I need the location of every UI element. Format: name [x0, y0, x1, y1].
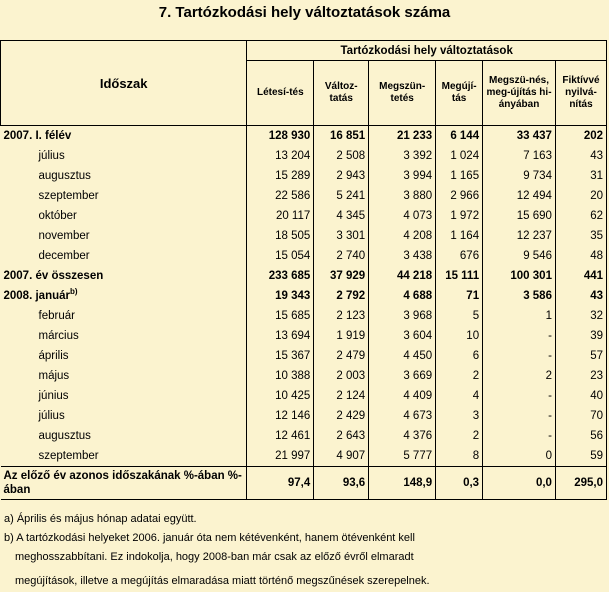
- table-cell: 43: [555, 146, 606, 166]
- row-label: december: [1, 246, 247, 266]
- row-label: május: [1, 366, 247, 386]
- row-label: február: [1, 306, 247, 326]
- row-label: október: [1, 206, 247, 226]
- table-cell: 1 972: [436, 206, 483, 226]
- table-cell: 148,9: [369, 467, 436, 500]
- table-cell: -: [483, 426, 556, 446]
- statistics-table: [0, 40, 607, 500]
- table-row: [1, 446, 607, 467]
- column-header: Megszü-nés, meg-újítás hi-ányában: [483, 61, 556, 126]
- table-cell: 2: [436, 366, 483, 386]
- table-cell: 22 586: [247, 186, 314, 206]
- table-row: [1, 206, 607, 226]
- table-cell: 35: [555, 226, 606, 246]
- table-cell: 93,6: [314, 467, 369, 500]
- table-cell: 4 688: [369, 286, 436, 306]
- table-cell: 4 907: [314, 446, 369, 467]
- table-cell: -: [483, 346, 556, 366]
- table-cell: 2: [483, 366, 556, 386]
- table-cell: 3 669: [369, 366, 436, 386]
- table-cell: 3 586: [483, 286, 556, 306]
- table-cell: 100 301: [483, 266, 556, 286]
- table-cell: 2 124: [314, 386, 369, 406]
- table-row: [1, 406, 607, 426]
- table-cell: 0: [483, 446, 556, 467]
- table-cell: 2 508: [314, 146, 369, 166]
- row-label: november: [1, 226, 247, 246]
- table-cell: 441: [555, 266, 606, 286]
- row-label: április: [1, 346, 247, 366]
- table-row: [1, 306, 607, 326]
- footnote-b-line1: b) A tartózkodási helyeket 2006. január óta nem kétévenként, hanem ötévenként kell: [4, 532, 415, 544]
- table-cell: 3 604: [369, 326, 436, 346]
- table-row: [1, 426, 607, 446]
- row-label: március: [1, 326, 247, 346]
- table-cell: 4 450: [369, 346, 436, 366]
- table-cell: 31: [555, 166, 606, 186]
- table-row: [1, 246, 607, 266]
- table-cell: 10 388: [247, 366, 314, 386]
- table-cell: 4 376: [369, 426, 436, 446]
- table-cell: 2 479: [314, 346, 369, 366]
- table-cell: 4: [436, 386, 483, 406]
- table-cell: 13 204: [247, 146, 314, 166]
- table-cell: 59: [555, 446, 606, 467]
- table-cell: 2 740: [314, 246, 369, 266]
- row-label: szeptember: [1, 186, 247, 206]
- table-cell: 19 343: [247, 286, 314, 306]
- table-cell: 10 425: [247, 386, 314, 406]
- table-cell: 0,0: [483, 467, 556, 500]
- table-cell: 37 929: [314, 266, 369, 286]
- column-header: Fiktívvé nyilvá-nítás: [555, 61, 606, 126]
- footnote-marker: b): [69, 287, 78, 297]
- table-cell: 44 218: [369, 266, 436, 286]
- table-row: [1, 266, 607, 286]
- table-cell: 2 003: [314, 366, 369, 386]
- table-cell: 70: [555, 406, 606, 426]
- table-cell: 7 163: [483, 146, 556, 166]
- table-cell: 2 792: [314, 286, 369, 306]
- table-row: [1, 186, 607, 206]
- table-cell: 15 289: [247, 166, 314, 186]
- table-row: [1, 326, 607, 346]
- table-cell: 202: [555, 126, 606, 147]
- table-cell: 233 685: [247, 266, 314, 286]
- table-row: [1, 467, 607, 500]
- table-cell: 48: [555, 246, 606, 266]
- table-cell: 3 994: [369, 166, 436, 186]
- table-cell: 6 144: [436, 126, 483, 147]
- table-cell: 4 673: [369, 406, 436, 426]
- table-cell: 2 643: [314, 426, 369, 446]
- table-cell: 5 241: [314, 186, 369, 206]
- row-label: július: [1, 146, 247, 166]
- table-cell: 71: [436, 286, 483, 306]
- table-cell: 15 690: [483, 206, 556, 226]
- footnotes: [4, 510, 604, 591]
- table-cell: 57: [555, 346, 606, 366]
- table-cell: 12 237: [483, 226, 556, 246]
- row-label: augusztus: [1, 426, 247, 446]
- table-cell: 21 997: [247, 446, 314, 467]
- table-cell: 3 392: [369, 146, 436, 166]
- table-cell: 4 409: [369, 386, 436, 406]
- table-cell: 4 345: [314, 206, 369, 226]
- table-cell: 20 117: [247, 206, 314, 226]
- table-cell: 32: [555, 306, 606, 326]
- table-cell: 5 777: [369, 446, 436, 467]
- table-cell: 15 054: [247, 246, 314, 266]
- table-cell: 18 505: [247, 226, 314, 246]
- table-cell: 15 111: [436, 266, 483, 286]
- table-cell: 3 301: [314, 226, 369, 246]
- table-cell: 2 943: [314, 166, 369, 186]
- table-row: [1, 226, 607, 246]
- table-cell: -: [483, 326, 556, 346]
- table-cell: 15 685: [247, 306, 314, 326]
- table-cell: -: [483, 386, 556, 406]
- period-header: Időszak: [1, 41, 247, 126]
- table-cell: 20: [555, 186, 606, 206]
- row-label: Az előző év azonos időszakának %-ában %-ában: [1, 467, 247, 500]
- column-header: Megszün-tetés: [369, 61, 436, 126]
- table-cell: 4 073: [369, 206, 436, 226]
- table-cell: 4 208: [369, 226, 436, 246]
- table-cell: 16 851: [314, 126, 369, 147]
- row-label: június: [1, 386, 247, 406]
- column-header: Megújí-tás: [436, 61, 483, 126]
- table-cell: 12 146: [247, 406, 314, 426]
- table-cell: 0,3: [436, 467, 483, 500]
- table-cell: 13 694: [247, 326, 314, 346]
- table-row: [1, 366, 607, 386]
- table-cell: 12 494: [483, 186, 556, 206]
- table-cell: 12 461: [247, 426, 314, 446]
- table-cell: 97,4: [247, 467, 314, 500]
- table-cell: 5: [436, 306, 483, 326]
- table-cell: 676: [436, 246, 483, 266]
- table-cell: 2: [436, 426, 483, 446]
- table-cell: 10: [436, 326, 483, 346]
- table-cell: 3 968: [369, 306, 436, 326]
- table-cell: 15 367: [247, 346, 314, 366]
- table-cell: 3 880: [369, 186, 436, 206]
- table-cell: 3: [436, 406, 483, 426]
- footnote-a: a) Április és május hónap adatai együtt.: [4, 513, 197, 525]
- table-cell: 3 438: [369, 246, 436, 266]
- table-cell: 295,0: [555, 467, 606, 500]
- table-cell: 2 966: [436, 186, 483, 206]
- table-cell: 39: [555, 326, 606, 346]
- row-label: augusztus: [1, 166, 247, 186]
- table-row: [1, 126, 607, 147]
- table-cell: -: [483, 406, 556, 426]
- row-label: 2008. január$^{b)}$: [1, 286, 247, 306]
- table-cell: 9 734: [483, 166, 556, 186]
- row-label: július: [1, 406, 247, 426]
- table-cell: 1 165: [436, 166, 483, 186]
- table-row: [1, 146, 607, 166]
- table-row: [1, 386, 607, 406]
- table-cell: 33 437: [483, 126, 556, 147]
- row-label: 2007. év összesen: [1, 266, 247, 286]
- table-cell: 1: [483, 306, 556, 326]
- row-label: 2007. I. félév: [1, 126, 247, 147]
- table-cell: 62: [555, 206, 606, 226]
- column-header: Létesí-tés: [247, 61, 314, 126]
- table-row: [1, 346, 607, 366]
- table-cell: 2 123: [314, 306, 369, 326]
- table-cell: 56: [555, 426, 606, 446]
- table-cell: 23: [555, 366, 606, 386]
- table-row: [1, 166, 607, 186]
- footnote-b-line2: meghosszabbítani. Ez indokolja, hogy 2008-ban már csak az előző évről elmaradt: [15, 551, 414, 563]
- table-cell: 8: [436, 446, 483, 467]
- table-cell: 9 546: [483, 246, 556, 266]
- table-cell: 40: [555, 386, 606, 406]
- table-cell: 1 919: [314, 326, 369, 346]
- group-header: Tartózkodási hely változtatások: [247, 41, 607, 61]
- footnote-b-line3: megújítások, illetve a megújítás elmaradása miatt történő megszűnések szerepelnek.: [15, 575, 430, 587]
- table-cell: 6: [436, 346, 483, 366]
- table-cell: 128 930: [247, 126, 314, 147]
- column-header: Változ-tatás: [314, 61, 369, 126]
- page-title: 7. Tartózkodási hely változtatások száma: [158, 4, 451, 21]
- table-cell: 43: [555, 286, 606, 306]
- table-cell: 21 233: [369, 126, 436, 147]
- table-row: [1, 286, 607, 306]
- table-cell: 2 429: [314, 406, 369, 426]
- table-cell: 1 164: [436, 226, 483, 246]
- row-label: szeptember: [1, 446, 247, 467]
- table-cell: 1 024: [436, 146, 483, 166]
